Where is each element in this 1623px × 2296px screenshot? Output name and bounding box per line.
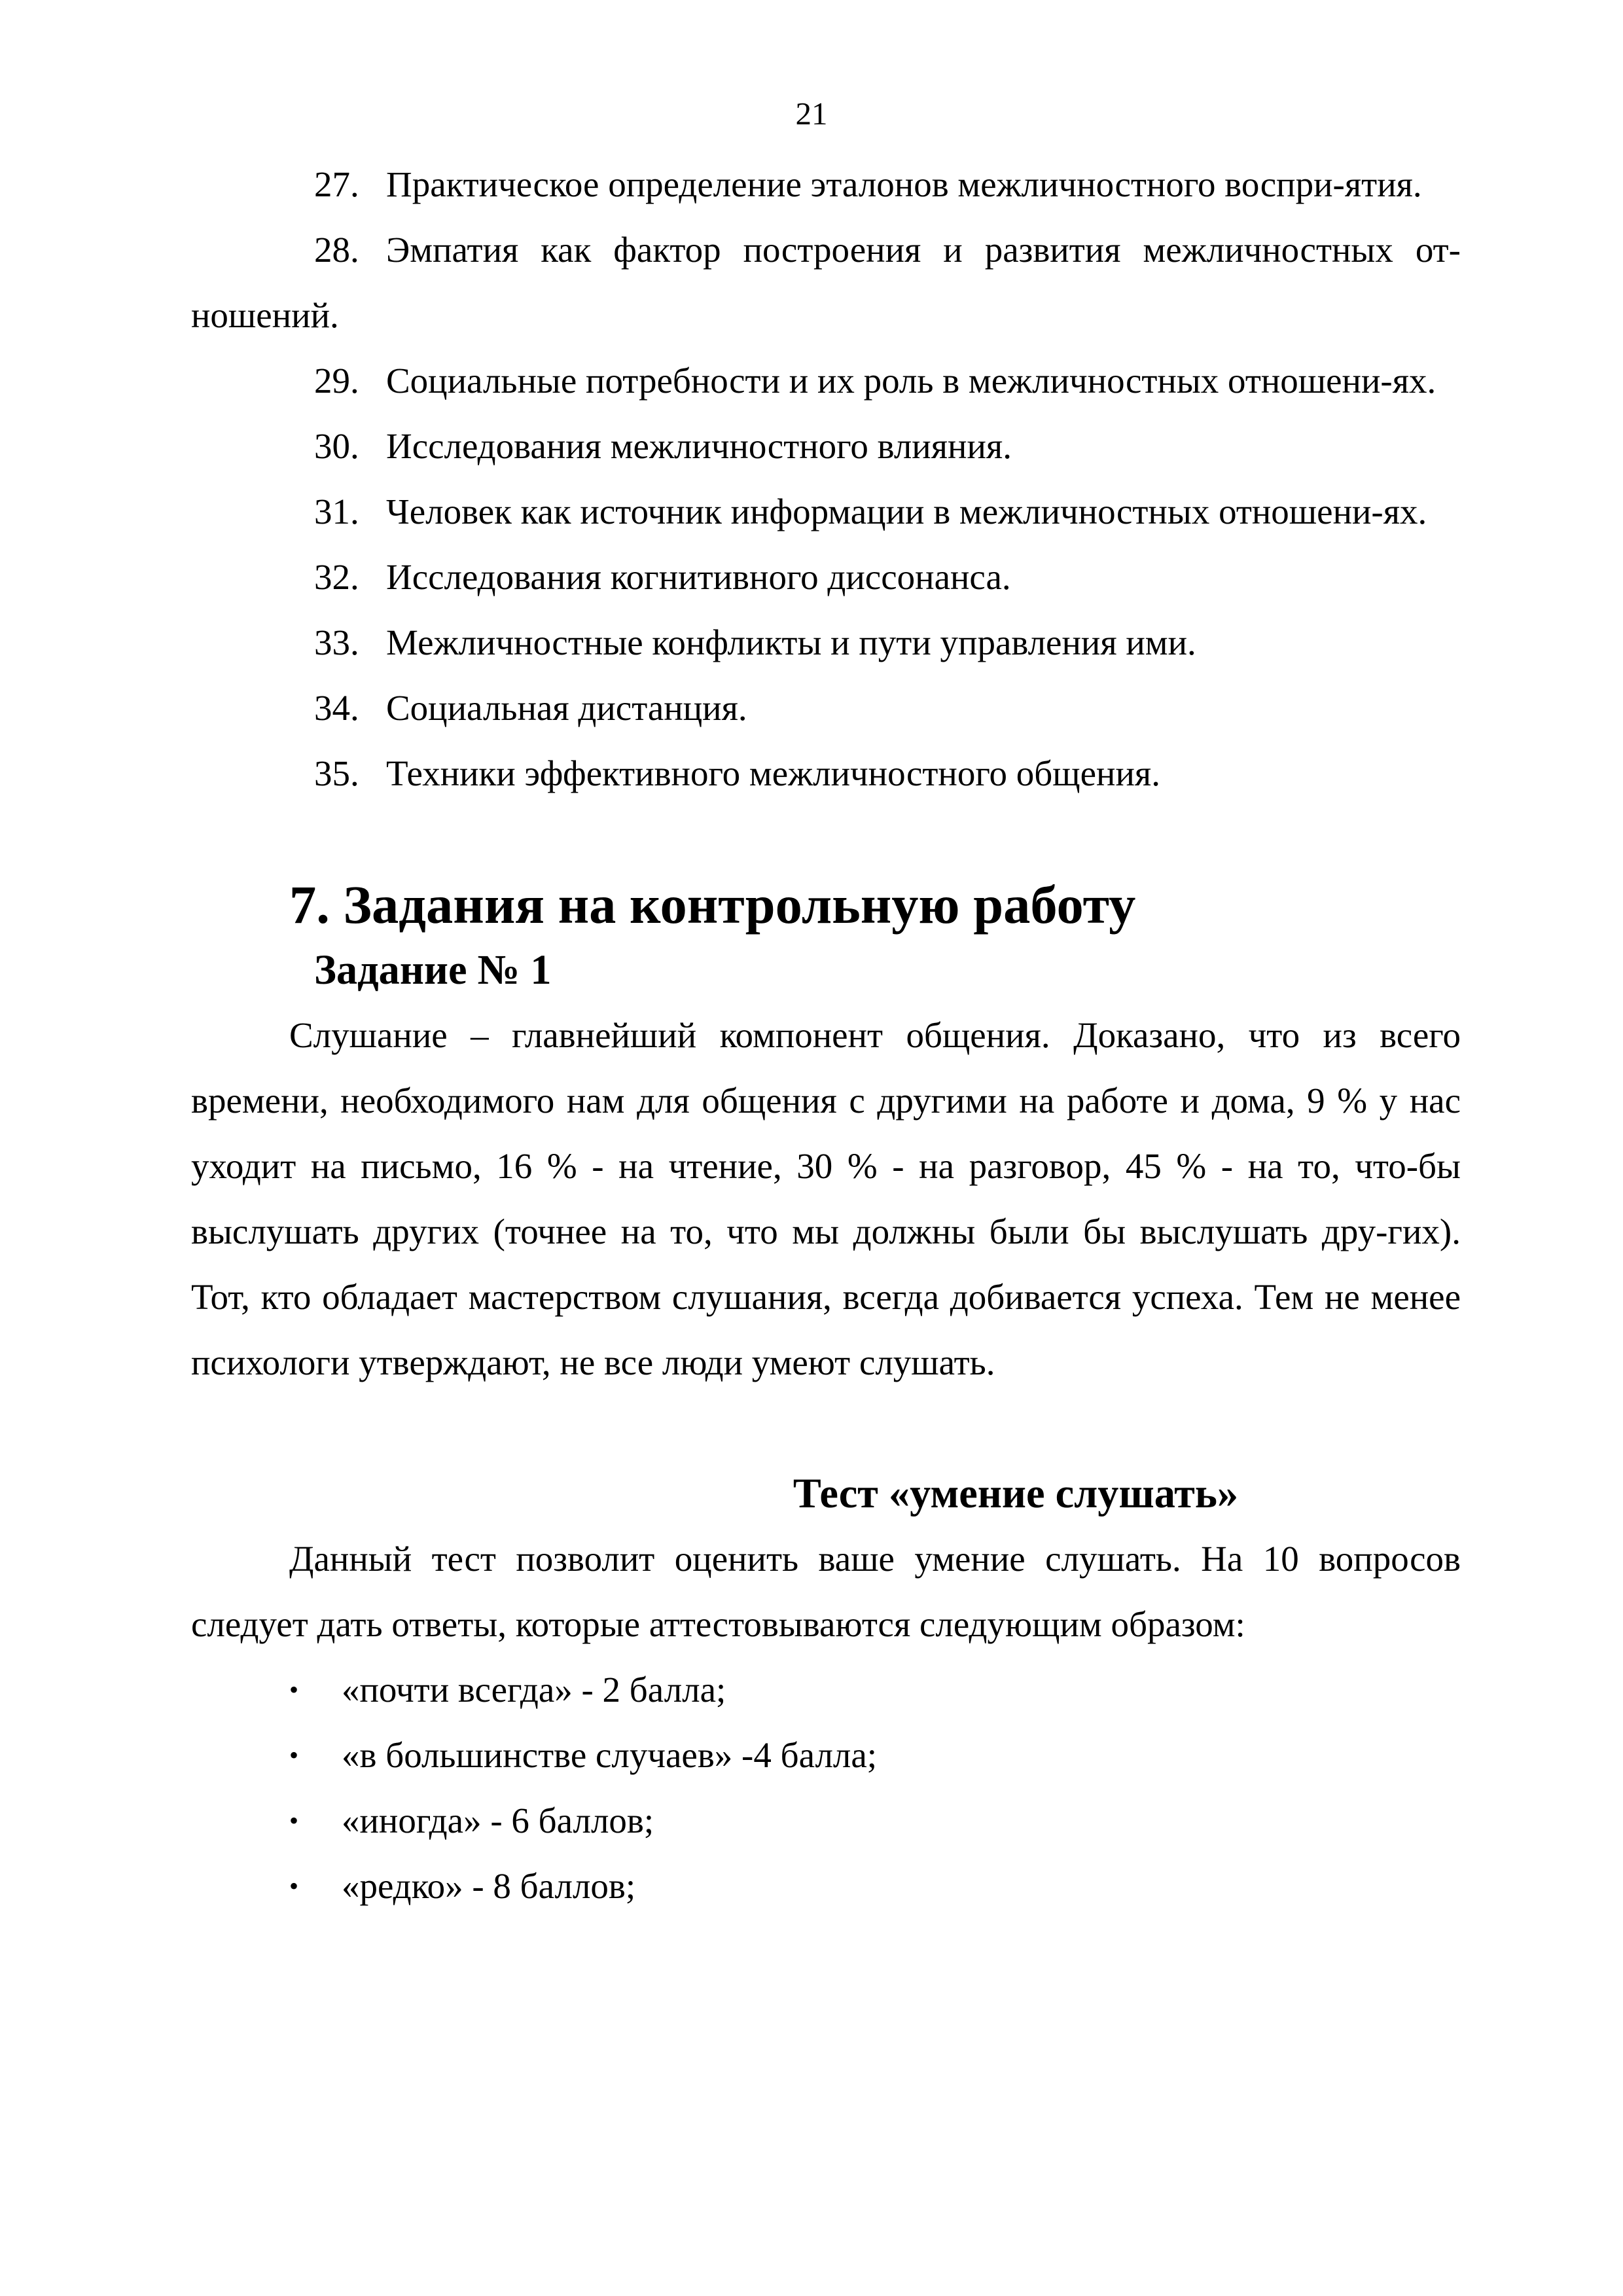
- task-heading: Задание № 1: [314, 946, 552, 993]
- test-paragraph: Данный тест позволит оценить ваше умение слушать. На 10 вопросов следует дать ответы, которые аттестовываются следующим образом:: [191, 1539, 1461, 1644]
- bullet-text: «иногда» - 6 баллов;: [342, 1801, 654, 1840]
- list-item: [191, 1657, 1461, 1723]
- list-item: [191, 1788, 1461, 1854]
- item-number: 30.: [314, 426, 359, 466]
- bullet-text: «почти всегда» - 2 балла;: [342, 1670, 726, 1710]
- list-item: [191, 348, 1461, 414]
- item-number: 29.: [314, 361, 359, 401]
- item-text: Эмпатия как фактор построения и развития межличностных от-ношений.: [191, 230, 1461, 335]
- bullet-icon: •: [289, 1806, 299, 1835]
- item-text: Межличностные конфликты и пути управления ими.: [386, 622, 1196, 662]
- bullet-icon: •: [289, 1675, 299, 1704]
- list-item: [191, 545, 1461, 610]
- item-text: Социальные потребности и их роль в межличностных отношени-ях.: [386, 361, 1436, 401]
- list-item: [191, 217, 1461, 348]
- list-item: [191, 479, 1461, 545]
- item-number: 35.: [314, 753, 359, 793]
- list-item: [191, 675, 1461, 741]
- item-number: 34.: [314, 688, 359, 728]
- list-item: [191, 1854, 1461, 1919]
- item-text: Исследования когнитивного диссонанса.: [386, 557, 1011, 597]
- item-number: 33.: [314, 622, 359, 662]
- item-text: Исследования межличностного влияния.: [386, 426, 1012, 466]
- bullet-icon: •: [289, 1871, 299, 1901]
- task-paragraph: Слушание – главнейший компонент общения. Доказано, что из всего времени, необходимого нам для общения с другими на работе и дома, 9 % у нас уходит на письмо, 16 % - на чтение, 30 % - на разговор, 45 % - на то, что-бы выслушать других (точнее на то, что мы должны были бы выслушать дру-гих). Тот, кто обладает мастерством слушания, всегда добивается успеха. Тем не менее психологи утверждают, не все люди умеют слушать.: [191, 1015, 1461, 1382]
- item-text: Практическое определение эталонов межличностного воспри-ятия.: [386, 164, 1422, 204]
- item-number: 31.: [314, 492, 359, 531]
- item-text: Техники эффективного межличностного общения.: [386, 753, 1160, 793]
- page-number: 21: [795, 96, 828, 132]
- section-heading: 7. Задания на контрольную работу: [289, 874, 1136, 935]
- scoring-list: [191, 1657, 1461, 1919]
- bullet-text: «в большинстве случаев» -4 балла;: [342, 1735, 878, 1775]
- item-text: Человек как источник информации в межличностных отношени-ях.: [386, 492, 1427, 531]
- bullet-icon: •: [289, 1740, 299, 1770]
- bullet-text: «редко» - 8 баллов;: [342, 1866, 636, 1906]
- list-item: [191, 610, 1461, 675]
- list-item: [191, 1723, 1461, 1788]
- list-item: [191, 414, 1461, 479]
- topics-list: [191, 152, 1461, 806]
- list-item: [191, 741, 1461, 806]
- item-number: 28.: [314, 230, 359, 270]
- item-text: Социальная дистанция.: [386, 688, 747, 728]
- document-body: [191, 152, 1461, 1919]
- item-number: 32.: [314, 557, 359, 597]
- item-number: 27.: [314, 164, 359, 204]
- test-heading: Тест «умение слушать»: [793, 1470, 1239, 1516]
- list-item: [191, 152, 1461, 217]
